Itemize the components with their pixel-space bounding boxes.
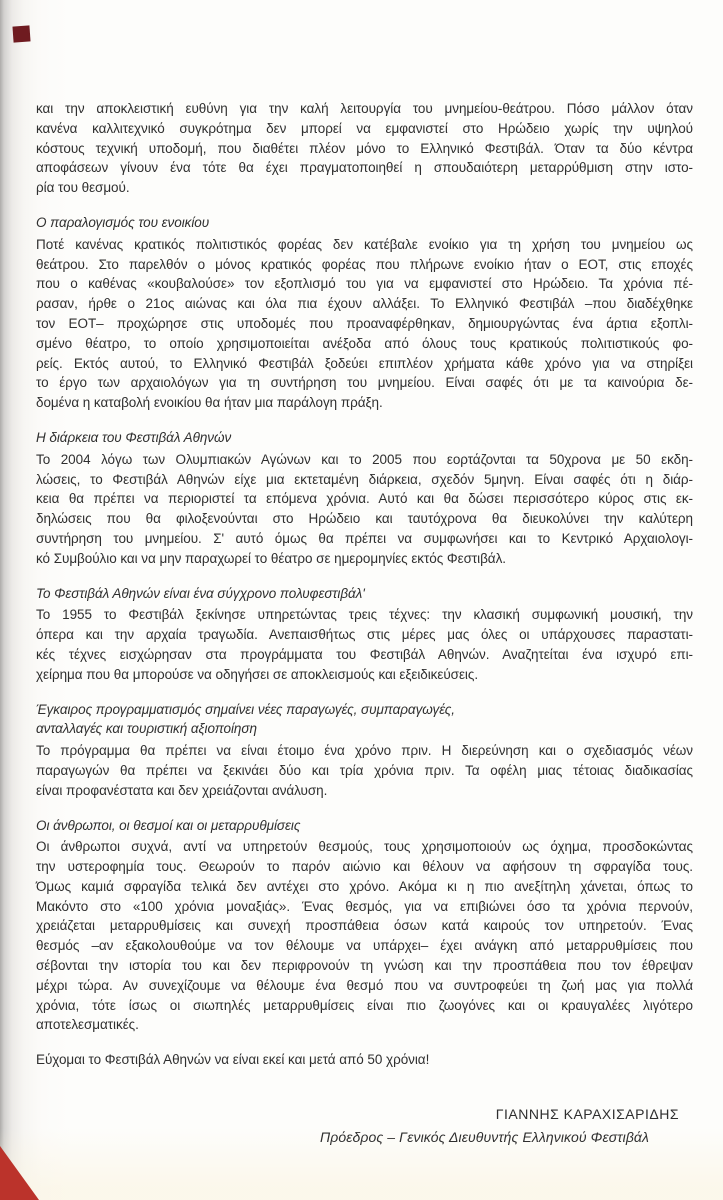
page-content xyxy=(36,99,693,1148)
text-line: Εύχομαι το Φεστιβάλ Αθηνών να είναι εκεί και μετά από 50 χρόνια! xyxy=(36,1052,430,1068)
text-line: το έργο των αρχαιολόγων για τη συντήρηση του μνημείου. Είναι σαφές ότι με τα καινούρια δε- xyxy=(36,375,693,391)
text-line: ρία του θεσμού. xyxy=(36,180,130,196)
text-line: λώσεις, το Φεστιβάλ Αθηνών είχε μια εκτεταμένη διάρκεια, σχεδόν 5μηνη. Είναι σαφές ότι η διάρ- xyxy=(36,471,693,487)
text-line: αποφάσεων γίνουν ένα τότε θα έχει πραγματοποιηθεί η σπουδαιότερη μεταρρύθμιση στην ιστο- xyxy=(36,160,693,176)
text-line: Οι άνθρωποι, οι θεσμοί και οι μεταρρυθμίσεις xyxy=(36,817,301,833)
text-line: δηλώσεις που θα φιλοξενούνται στο Ηρώδειο και ταυτόχρονα θα διευκολύνει την καλύτερη xyxy=(36,511,693,527)
paragraph xyxy=(36,1050,693,1070)
text-line: συντήρηση του μνημείου. Σ' αυτό όμως θα πρέπει να συμφωνήσει και το Κεντρικό Αρχαιολογι- xyxy=(36,530,693,546)
text-line: Ποτέ κανένας κρατικός πολιτιστικός φορέας δεν κατέβαλε ενοίκιο για τη χρήση του μνημείου ως xyxy=(36,236,693,252)
text-line: θεσμός –αν εξακολουθούμε να τον θέλουμε να υπάρχει– έχει ανάγκη από μεταρρυθμίσεις που xyxy=(36,938,693,954)
text-line: κεια θα πρέπει να περιοριστεί τα επόμενα χρόνια. Αυτό και θα δώσει περισσότερο κύρος στις εκ- xyxy=(36,491,693,507)
text-line: σέβονται την ιστορία του και δεν περιφρονούν τη γνώση και την προσπάθεια που τον έθρεψαν xyxy=(36,958,693,974)
text-line: την υστεροφημία τους. Θεωρούν το παρόν αιώνιο και θέλουν να αφήσουν τη σφραγίδα τους. xyxy=(36,859,693,875)
section-heading xyxy=(36,428,693,448)
text-line: ρείς. Εκτός αυτού, το Ελληνικό Φεστιβάλ ξοδεύει επιπλέον χρήματα κάθε χρόνο για να στηρίξει xyxy=(36,355,693,371)
paragraph xyxy=(36,235,693,413)
text-line: Το 2004 λόγω των Ολυμπιακών Αγώνων και το 2005 που εορτάζονται τα 50χρονα με 50 εκδη- xyxy=(36,451,693,467)
text-line: ρασαν, ήρθε ο 21ος αιώνας και όλα πια έχουν αλλάξει. Το Ελληνικό Φεστιβάλ –που διαδέχθηκε xyxy=(36,296,693,312)
text-line: κό Συμβούλιο και να μην παραχωρεί το θέατρο σε ημερομηνίες εκτός Φεστιβάλ. xyxy=(36,550,506,566)
text-line: κανένα καλλιτεχνικό συγκρότημα δεν μπορεί να εμφανιστεί στο Ηρώδειο χωρίς την υψηλού xyxy=(36,120,693,136)
text-line: χρειάζεται μεταρρυθμίσεις και συνεχή προσπάθεια όσων κατά καιρούς τον υπηρετούν. Ένας xyxy=(36,918,693,934)
red-cover-corner-bottom-left-mark xyxy=(0,1146,39,1200)
section-heading xyxy=(36,584,693,604)
text-line: και την αποκλειστική ευθύνη για την καλή λειτουργία του μνημείου-θεάτρου. Πόσο μάλλον όταν xyxy=(36,101,693,116)
text-line: παραγωγών θα πρέπει να ξεκινάει δύο και τρία χρόνια πριν. Τα οφέλη μιας τέτοιας διαδικασίας xyxy=(36,762,693,778)
text-line: Το Φεστιβάλ Αθηνών είναι ένα σύγχρονο πολυφεστιβάλ' xyxy=(36,585,365,601)
text-line: Η διάρκεια του Φεστιβάλ Αθηνών xyxy=(36,429,232,445)
text-line: ανταλλαγές και τουριστική αξιοποίηση xyxy=(36,721,257,737)
section-heading xyxy=(36,816,693,836)
text-line: κές τέχνες εισχώρησαν στα προγράμματα του Φεστιβάλ Αθηνών. Αναζητείται ένα ισχυρό επι- xyxy=(36,646,693,662)
text-line: κόστους τεχνική υποδομή, που διαθέτει πλέον μόνο το Ελληνικό Φεστιβάλ. Όταν τα δύο κέντρα xyxy=(36,140,693,156)
text-line: Μακόντο στο «100 χρόνια μοναξιάς». Ένας θεσμός, για να επιβιώνει όσο τα χρόνια περνούν, xyxy=(36,898,693,914)
paragraph xyxy=(36,99,693,198)
text-line: σμένο θέατρο, το οποίο χρησιμοποιείται ανέξοδα από όλους τους κρατικούς πολιτιστικούς φο- xyxy=(36,335,693,351)
paragraph xyxy=(36,605,693,684)
section-heading xyxy=(36,700,693,740)
text-line: δομένα η καταβολή ενοικίου θα ήταν μια παράλογη πράξη. xyxy=(36,395,383,411)
section-heading xyxy=(36,213,693,233)
paragraph xyxy=(36,450,693,569)
text-line: χείρημα που θα μπορούσε να οδηγήσει σε αποκλεισμούς και εξειδικεύσεις. xyxy=(36,666,479,682)
text-line: Έγκαιρος προγραμματισμός σημαίνει νέες παραγωγές, συμπαραγωγές, xyxy=(36,701,455,717)
text-line: αποτελεσματικές. xyxy=(36,1017,139,1033)
text-line: Το 1955 το Φεστιβάλ ξεκίνησε υπηρετώντας τρεις τέχνες: την κλασική συμφωνική μουσική, την xyxy=(36,607,693,623)
text-line: Ο παραλογισμός του ενοικίου xyxy=(36,214,210,230)
text-line: θεάτρου. Στο παρελθόν ο μόνος κρατικός φορέας που πλήρωνε ενοίκιο ήταν ο ΕΟΤ, στις εποχές xyxy=(36,256,693,272)
signature-title: Πρόεδρος – Γενικός Διευθυντής Ελληνικού Φεστιβάλ xyxy=(320,1129,649,1146)
text-line: τον ΕΟΤ– προχώρησε στις υποδομές που προαναφέρθηκαν, δημιουργώντας ένα άρτια εξοπλι- xyxy=(36,315,693,331)
paragraph xyxy=(36,837,693,1035)
text-line: χρόνια, τότε ίσως οι σιωπηλές μεταρρυθμίσεις είναι πιο ζωογόνες και οι κραυγαλέες λιγότερο xyxy=(36,997,693,1013)
text-line: Το πρόγραμμα θα πρέπει να είναι έτοιμο ένα χρόνο πριν. Η διερεύνηση και ο σχεδιασμός νέων xyxy=(36,743,693,759)
text-line: Όμως καμιά σφραγίδα τελικά δεν αντέχει στο χρόνο. Ακόμα κι η πιο ανεξίτηλη χάνεται, όπως το xyxy=(36,878,693,894)
paragraph xyxy=(36,741,693,800)
text-line: που ο καθένας «κουβαλούσε» τον εξοπλισμό του για να εμφανιστεί στο Ηρώδειο. Τα χρόνια πέ- xyxy=(36,276,693,292)
text-line: Οι άνθρωποι συχνά, αντί να υπηρετούν θεσμούς, τους χρησιμοποιούν ως όχημα, προσδοκώντας xyxy=(36,839,693,855)
signature-name: ΓΙΑΝΝΗΣ ΚΑΡΑΧΙΣΑΡΙΔΗΣ xyxy=(495,1106,679,1123)
red-cover-corner-top-left-mark xyxy=(12,25,30,42)
signature-block xyxy=(36,1103,693,1148)
text-line: όπερα και την αρχαία τραγωδία. Ανεπαισθήτως στις μέρες μας όλες οι υπάρχουσες παραστατι- xyxy=(36,627,693,643)
text-line: μέχρι τώρα. Αν συνεχίζουμε να θέλουμε ένα θεσμό που να συντροφεύει τη ζωή μας για πολλά xyxy=(36,977,693,993)
text-line: είναι προφανέστατα και δεν χρειάζονται ανάλυση. xyxy=(36,782,328,798)
